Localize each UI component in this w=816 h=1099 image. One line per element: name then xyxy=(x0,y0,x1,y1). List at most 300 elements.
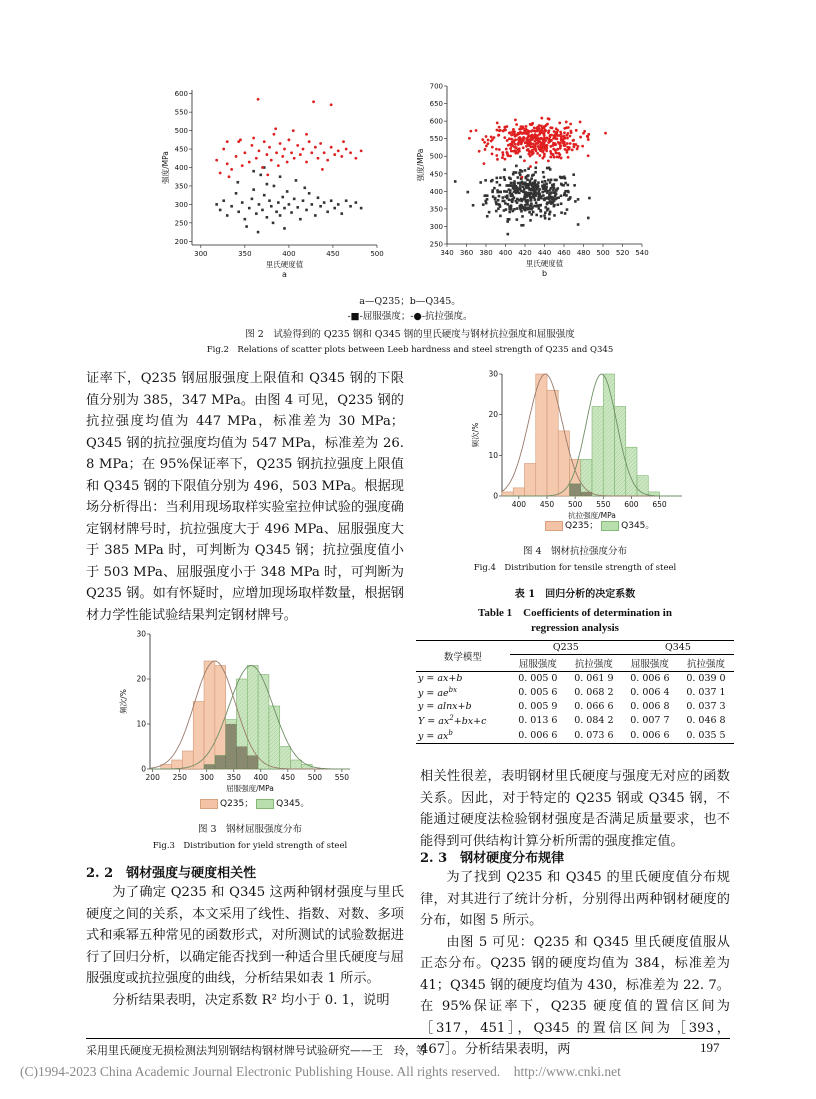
model-cell: $Y = ax^2+bx+c$ xyxy=(418,714,487,728)
data-point xyxy=(345,199,348,202)
table-row xyxy=(416,728,734,744)
data-point xyxy=(530,202,533,205)
value-cell: 0. 006 8 xyxy=(630,701,670,713)
fig4-caption-cn: 图 4 钢材抗拉强度分布 xyxy=(522,546,628,557)
data-point xyxy=(527,200,530,203)
data-point xyxy=(507,203,510,206)
data-point xyxy=(577,223,580,226)
data-point xyxy=(559,147,562,150)
data-point xyxy=(340,155,343,158)
fig4-caption-en: Fig.4 Distribution for tensile strength of steel xyxy=(473,563,677,573)
histogram-bar xyxy=(626,447,637,496)
data-point xyxy=(493,187,496,190)
data-point xyxy=(508,132,511,135)
data-point xyxy=(553,130,556,133)
data-point xyxy=(529,205,532,208)
data-point xyxy=(557,203,560,206)
data-point xyxy=(544,206,547,209)
fig4-legend-q235: Q235； xyxy=(565,521,599,531)
data-point xyxy=(534,198,537,201)
section-2-2-body xyxy=(86,882,404,1011)
table-row xyxy=(416,672,734,686)
data-point xyxy=(501,196,504,199)
data-point xyxy=(513,208,516,211)
data-point xyxy=(305,133,308,136)
model-cell: y = alnx+b xyxy=(418,701,472,713)
data-point xyxy=(317,196,320,199)
fig3-legend-q235: Q235； xyxy=(220,799,254,809)
section-2-2-paragraph-1: 为了确定 Q235 和 Q345 这两种钢材强度与里氏硬度之间的关系，本文采用了线性、指数、对数、多项式和乘幂五种常见的函数形式，对所测试的试验数据进行了回归分析，以确定能否找到一种适合里氏硬度与屈服强度或抗拉强度的曲线，分析结果如表 1 所示。 xyxy=(86,885,404,986)
y-tick-label: 250 xyxy=(429,240,443,249)
data-point xyxy=(340,212,343,215)
data-point xyxy=(577,198,580,201)
fig3-legend-q345: Q345。 xyxy=(276,799,310,809)
data-point xyxy=(326,159,329,162)
section-2-2-paragraph-2: 分析结果表明，决定系数 R² 均小于 0. 1，说明 xyxy=(112,992,390,1008)
data-point xyxy=(505,125,508,128)
data-point xyxy=(498,148,501,151)
data-point xyxy=(490,136,493,139)
data-point xyxy=(542,149,545,152)
data-point xyxy=(588,197,591,200)
data-point xyxy=(519,187,522,190)
data-point xyxy=(576,147,579,150)
data-point xyxy=(549,156,552,159)
data-point xyxy=(302,199,305,202)
data-point xyxy=(513,196,516,199)
data-point xyxy=(515,185,518,188)
data-point xyxy=(506,233,509,236)
x-tick-label: 400 xyxy=(511,500,527,509)
data-point xyxy=(541,181,544,184)
data-point xyxy=(522,146,525,149)
data-point xyxy=(521,127,524,130)
data-point xyxy=(337,203,340,206)
data-point xyxy=(520,210,523,213)
data-point xyxy=(514,118,517,121)
data-point xyxy=(604,132,607,135)
data-point xyxy=(496,158,499,161)
data-point xyxy=(569,135,572,138)
data-point xyxy=(263,140,266,143)
data-point xyxy=(526,175,529,178)
data-point xyxy=(251,144,254,147)
data-point xyxy=(506,220,509,223)
data-point xyxy=(529,123,532,126)
data-point xyxy=(355,201,358,204)
data-point xyxy=(529,145,532,148)
fig4-legend xyxy=(545,518,654,531)
data-point xyxy=(540,215,543,218)
data-point xyxy=(317,157,320,160)
data-point xyxy=(485,135,488,138)
data-point xyxy=(222,148,225,151)
subfigure-label: b xyxy=(541,269,548,278)
y-tick-label: 400 xyxy=(429,187,443,196)
x-tick-label: 500 xyxy=(307,773,323,782)
data-point xyxy=(497,207,500,210)
data-point xyxy=(548,213,551,216)
model-cell: $y = ax^b$ xyxy=(416,728,510,744)
data-point xyxy=(538,124,541,127)
fig3-caption-cn: 图 3 钢材屈服强度分布 xyxy=(197,824,303,835)
model-cell: y = ax+b xyxy=(418,673,463,684)
data-point xyxy=(514,138,517,141)
data-point xyxy=(226,140,229,143)
copyright-line: (C)1994-2023 China Academic Journal Electronic Publishing House. All rights reserved. http://www.cnki.net xyxy=(20,1064,621,1079)
data-point xyxy=(538,148,541,151)
data-point xyxy=(503,178,506,181)
histogram-bar xyxy=(215,666,226,770)
x-tick-label: 300 xyxy=(199,773,214,782)
data-point xyxy=(502,154,505,157)
fig4-chart xyxy=(470,368,690,528)
x-tick-label: 450 xyxy=(539,500,555,509)
data-point xyxy=(299,153,302,156)
data-point xyxy=(575,129,578,132)
data-point xyxy=(513,132,516,135)
y-tick-label: 20 xyxy=(136,674,146,684)
data-point xyxy=(532,211,535,214)
y-tick-label: 600 xyxy=(429,117,443,126)
data-point xyxy=(286,161,289,164)
data-point xyxy=(518,192,521,195)
data-point xyxy=(219,209,222,212)
value-cell: 0. 068 2 xyxy=(574,687,614,699)
data-point xyxy=(532,142,535,145)
x-axis-label: 抗拉强度/MPa xyxy=(568,511,616,520)
data-point xyxy=(524,204,527,207)
data-point xyxy=(519,182,522,185)
y-axis-label: 强度/MPa xyxy=(161,151,170,184)
data-point xyxy=(503,200,506,203)
data-point xyxy=(299,218,302,221)
data-point xyxy=(360,149,363,152)
data-point xyxy=(566,137,569,140)
data-point xyxy=(533,186,536,189)
data-point xyxy=(487,139,490,142)
data-point xyxy=(293,157,296,160)
data-point xyxy=(560,133,563,136)
x-tick-label: 440 xyxy=(537,249,552,257)
y-tick-label: 500 xyxy=(174,127,188,136)
data-point xyxy=(530,213,533,216)
coefficients-table xyxy=(416,640,734,744)
y-tick-label: 400 xyxy=(174,164,188,172)
section-2-3-paragraph-1: 为了找到 Q235 和 Q345 的里氏硬度值分布规律，对其进行了统计分析，分别得出两种钢材硬度的分布，如图 5 所示。 xyxy=(420,870,730,928)
data-point xyxy=(536,184,539,187)
data-point xyxy=(499,215,502,218)
data-point xyxy=(337,149,340,152)
data-point xyxy=(485,145,488,148)
data-point xyxy=(565,121,568,124)
data-point xyxy=(554,134,557,137)
data-point xyxy=(491,146,494,149)
data-point xyxy=(314,146,317,149)
data-point xyxy=(536,188,539,191)
data-point xyxy=(496,181,499,184)
data-point xyxy=(506,152,509,155)
data-point xyxy=(545,183,548,186)
data-point xyxy=(508,205,511,208)
data-point xyxy=(323,151,326,154)
data-point xyxy=(513,180,516,183)
data-point xyxy=(518,136,521,139)
y-tick-label: 30 xyxy=(136,629,146,639)
data-point xyxy=(330,146,333,149)
y-tick-label: 30 xyxy=(488,369,498,379)
data-point xyxy=(241,201,244,204)
data-point xyxy=(508,218,511,221)
data-point xyxy=(560,183,563,186)
data-point xyxy=(557,152,560,155)
data-point xyxy=(533,180,536,183)
data-point xyxy=(496,129,499,132)
overlap-bar xyxy=(215,756,226,770)
data-point xyxy=(226,214,229,217)
data-point xyxy=(515,146,518,149)
group-header-q345: Q345 xyxy=(622,641,734,655)
data-point xyxy=(558,156,561,159)
data-point xyxy=(279,142,282,145)
data-point xyxy=(244,218,247,221)
data-point xyxy=(483,162,486,165)
data-point xyxy=(524,169,527,172)
data-point xyxy=(567,184,570,187)
data-point xyxy=(542,194,545,197)
data-point xyxy=(579,120,582,123)
data-point xyxy=(560,211,563,214)
histogram-bar xyxy=(269,706,280,769)
fig3-chart xyxy=(110,626,360,796)
data-point xyxy=(577,145,580,148)
data-point xyxy=(541,157,544,160)
y-tick-label: 300 xyxy=(429,222,443,231)
data-point xyxy=(230,205,233,208)
subfigure-label: a xyxy=(282,270,287,279)
x-axis-label: 里氏硬度值 xyxy=(525,259,564,268)
section-2-3-paragraph-2: 由图 5 可见：Q235 和 Q345 里氏硬度值服从正态分布。Q235 钢的硬度均值为 384，标准差为 41；Q345 钢的硬度均值为 430，标准差为 22. 7。在 95%保证率下，Q235 硬度值的置信区间为［317，451］，Q345 的置信区间为［393，467］。分析结果表明，两 xyxy=(420,934,730,1057)
data-point xyxy=(560,202,563,205)
data-point xyxy=(512,186,515,189)
data-point xyxy=(548,140,551,143)
data-point xyxy=(261,209,264,212)
q345-swatch xyxy=(256,799,274,809)
data-point xyxy=(535,138,538,141)
y-tick-label: 250 xyxy=(174,219,188,228)
value-cell: 0. 035 5 xyxy=(678,728,734,744)
data-point xyxy=(354,157,357,160)
data-point xyxy=(510,145,513,148)
fig2-legend-line2: -■-屈服强度；-●-抗拉强度。 xyxy=(347,311,473,322)
table1-title-cn: 表 1 回归分析的决定系数 xyxy=(514,589,636,600)
fig3-caption-en: Fig.3 Distribution for yield strength of steel xyxy=(152,841,348,851)
data-point xyxy=(543,214,546,217)
q235-swatch xyxy=(545,521,563,531)
x-tick-label: 400 xyxy=(253,773,268,782)
data-point xyxy=(516,207,519,210)
data-point xyxy=(565,126,568,129)
data-point xyxy=(543,133,546,136)
data-point xyxy=(295,179,298,182)
data-point xyxy=(494,197,497,200)
data-point xyxy=(564,182,567,185)
data-point xyxy=(263,194,266,197)
data-point xyxy=(523,182,526,185)
data-point xyxy=(546,123,549,126)
data-point xyxy=(506,139,509,142)
data-point xyxy=(540,195,543,198)
data-point xyxy=(258,203,261,206)
data-point xyxy=(491,152,494,155)
data-point xyxy=(342,140,345,143)
data-point xyxy=(283,148,286,151)
data-point xyxy=(535,161,538,164)
data-point xyxy=(541,185,544,188)
x-tick-label: 380 xyxy=(479,249,493,257)
data-point xyxy=(228,175,231,178)
data-point xyxy=(547,179,550,182)
data-point xyxy=(536,152,539,155)
data-point xyxy=(531,153,534,156)
data-point xyxy=(513,191,516,194)
y-tick-label: 450 xyxy=(429,170,443,179)
y-axis-label: 频次/% xyxy=(471,422,480,448)
data-point xyxy=(547,190,550,193)
y-tick-label: 300 xyxy=(174,200,188,209)
data-point xyxy=(548,218,551,221)
data-point xyxy=(548,194,551,197)
x-tick-label: 500 xyxy=(567,500,583,509)
data-point xyxy=(553,204,556,207)
x-axis-label: 屈服强度/MPa xyxy=(226,784,274,793)
data-point xyxy=(266,173,269,176)
data-point xyxy=(503,136,506,139)
x-tick-label: 350 xyxy=(238,250,252,258)
value-cell: 0. 061 9 xyxy=(574,673,614,684)
data-point xyxy=(523,159,526,162)
data-point xyxy=(491,189,494,192)
data-point xyxy=(514,135,517,138)
x-tick-label: 460 xyxy=(557,249,571,257)
data-point xyxy=(529,165,532,168)
y-tick-label: 0 xyxy=(141,764,146,774)
x-tick-label: 520 xyxy=(615,249,630,257)
value-cell: 0. 037 1 xyxy=(686,687,726,699)
data-point xyxy=(286,190,289,193)
data-point xyxy=(498,129,501,132)
data-point xyxy=(519,184,522,187)
data-point xyxy=(543,130,546,133)
data-point xyxy=(283,207,286,210)
data-point xyxy=(277,164,280,167)
data-point xyxy=(548,198,551,201)
histogram-bar xyxy=(513,488,524,496)
data-point xyxy=(308,140,311,143)
data-point xyxy=(552,142,555,145)
x-tick-label: 550 xyxy=(334,773,350,782)
data-point xyxy=(279,175,282,178)
data-point xyxy=(482,203,485,206)
data-point xyxy=(550,134,553,137)
data-point xyxy=(333,207,336,210)
data-point xyxy=(553,191,556,194)
data-point xyxy=(547,208,550,211)
data-point xyxy=(533,126,536,129)
data-point xyxy=(508,177,511,180)
data-point xyxy=(543,125,546,128)
data-point xyxy=(507,144,510,147)
value-cell: 0. 006 6 xyxy=(630,673,670,684)
data-point xyxy=(515,123,518,126)
data-point xyxy=(245,225,248,228)
data-point xyxy=(515,171,518,174)
data-point xyxy=(274,127,277,130)
y-axis-label: 强度/MPa xyxy=(416,148,425,182)
fig2b-chart xyxy=(405,80,655,287)
data-point xyxy=(551,198,554,201)
value-cell: 0. 013 6 xyxy=(518,715,558,727)
subcol-header: 抗拉强度 xyxy=(678,655,734,672)
data-point xyxy=(544,180,547,183)
data-point xyxy=(549,211,552,214)
data-point xyxy=(486,142,489,145)
value-cell: 0. 037 3 xyxy=(686,701,726,713)
data-point xyxy=(535,214,538,217)
data-point xyxy=(521,199,524,202)
data-point xyxy=(255,212,258,215)
data-point xyxy=(275,151,278,154)
y-tick-label: 200 xyxy=(174,237,188,246)
data-point xyxy=(321,168,324,171)
data-point xyxy=(540,137,543,140)
data-point xyxy=(222,199,225,202)
data-point xyxy=(483,141,486,144)
data-point xyxy=(572,173,575,176)
data-point xyxy=(532,135,535,138)
value-cell: 0. 039 0 xyxy=(686,673,726,684)
data-point xyxy=(566,208,569,211)
data-point xyxy=(528,150,531,153)
data-point xyxy=(555,152,558,155)
data-point xyxy=(516,151,519,154)
data-point xyxy=(495,148,498,151)
data-point xyxy=(485,202,488,205)
data-point xyxy=(556,129,559,132)
data-point xyxy=(235,192,238,195)
data-point xyxy=(504,158,507,161)
data-point xyxy=(493,136,496,139)
data-point xyxy=(548,118,551,121)
data-point xyxy=(277,201,280,204)
data-point xyxy=(535,142,538,145)
data-point xyxy=(270,159,273,162)
data-point xyxy=(535,201,538,204)
x-tick-label: 200 xyxy=(145,773,160,782)
data-point xyxy=(570,130,573,133)
data-point xyxy=(275,210,278,213)
data-point xyxy=(587,138,590,141)
data-point xyxy=(454,180,457,183)
x-tick-label: 600 xyxy=(624,500,639,509)
data-point xyxy=(496,121,499,124)
data-point xyxy=(505,208,508,211)
data-point xyxy=(527,136,530,139)
data-point xyxy=(568,197,571,200)
data-point xyxy=(288,203,291,206)
data-point xyxy=(522,136,525,139)
data-point xyxy=(526,192,529,195)
